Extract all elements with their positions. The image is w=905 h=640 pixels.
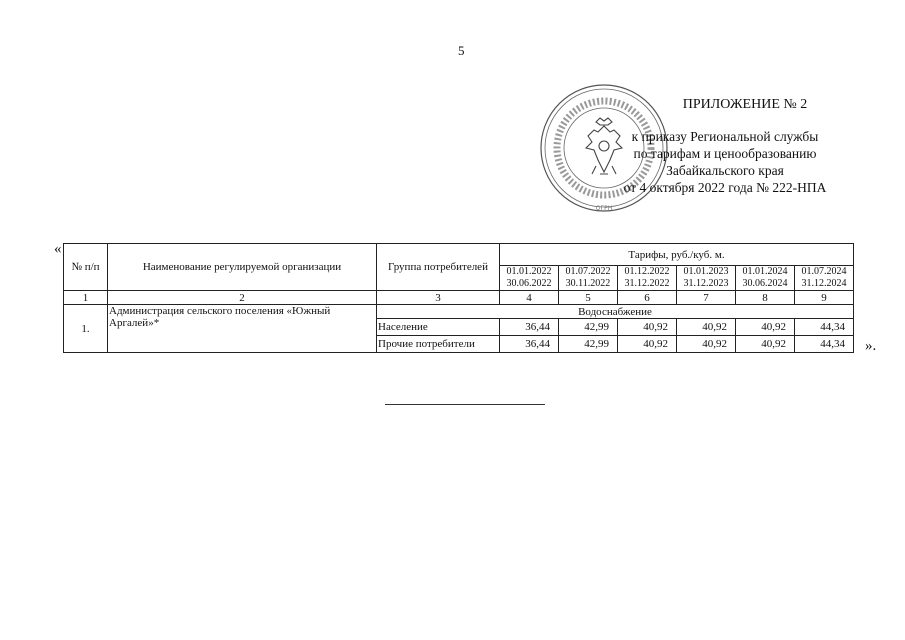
period-to: 31.12.2022 (624, 278, 670, 289)
tariff-value: 40,92 (736, 319, 795, 336)
appendix-line: по тарифам и ценообразованию (633, 146, 817, 161)
period-header (500, 266, 559, 291)
column-number: 6 (618, 291, 677, 305)
header-tariffs: Тарифы, руб./куб. м. (500, 244, 854, 266)
opening-quote: « (54, 241, 62, 257)
appendix-line: Забайкальского края (666, 163, 784, 178)
period-to: 31.12.2023 (683, 278, 729, 289)
organization-name: Администрация сельского поселения «Южный Аргалей»* (108, 305, 377, 353)
column-number: 1 (64, 291, 108, 305)
tariff-value: 40,92 (618, 336, 677, 353)
column-number: 7 (677, 291, 736, 305)
period-from: 01.01.2023 (683, 266, 729, 277)
period-header (559, 266, 618, 291)
tariff-value: 42,99 (559, 319, 618, 336)
header-num: № п/п (64, 244, 108, 291)
closing-quote: ». (865, 338, 877, 354)
section-label: Водоснабжение (377, 305, 854, 319)
tariff-value: 36,44 (500, 336, 559, 353)
tariff-value: 40,92 (677, 319, 736, 336)
header-group: Группа потребителей (377, 244, 500, 291)
period-from: 01.07.2022 (565, 266, 611, 277)
appendix-block (600, 96, 850, 196)
period-from: 01.01.2022 (506, 266, 552, 277)
period-to: 31.12.2024 (801, 278, 847, 289)
period-to: 30.11.2022 (565, 278, 611, 289)
appendix-line: к приказу Региональной службы (631, 129, 819, 144)
bottom-divider (385, 404, 545, 405)
column-number: 2 (108, 291, 377, 305)
column-number: 8 (736, 291, 795, 305)
tariff-table (63, 243, 854, 353)
tariff-value: 44,34 (795, 336, 854, 353)
tariff-value: 42,99 (559, 336, 618, 353)
tariff-value: 40,92 (736, 336, 795, 353)
appendix-line: от 4 октября 2022 года № 222-НПА (623, 180, 827, 195)
page-number: 5 (458, 43, 465, 58)
appendix-title: ПРИЛОЖЕНИЕ № 2 (682, 97, 808, 112)
period-from: 01.07.2024 (801, 266, 847, 277)
period-header (795, 266, 854, 291)
row-number: 1. (64, 305, 108, 353)
tariff-value: 44,34 (795, 319, 854, 336)
period-header (618, 266, 677, 291)
header-organization: Наименование регулируемой организации (108, 244, 377, 291)
tariff-value: 36,44 (500, 319, 559, 336)
consumer-group: Прочие потребители (377, 336, 500, 353)
period-from: 01.01.2024 (742, 266, 788, 277)
tariff-value: 40,92 (677, 336, 736, 353)
svg-text:ОГРН: ОГРН (595, 205, 613, 212)
column-number: 5 (559, 291, 618, 305)
period-to: 30.06.2024 (742, 278, 788, 289)
consumer-group: Население (377, 319, 500, 336)
column-number: 9 (795, 291, 854, 305)
column-number: 4 (500, 291, 559, 305)
column-number: 3 (377, 291, 500, 305)
period-header (677, 266, 736, 291)
period-to: 30.06.2022 (506, 278, 552, 289)
period-header (736, 266, 795, 291)
period-from: 01.12.2022 (624, 266, 670, 277)
tariff-value: 40,92 (618, 319, 677, 336)
